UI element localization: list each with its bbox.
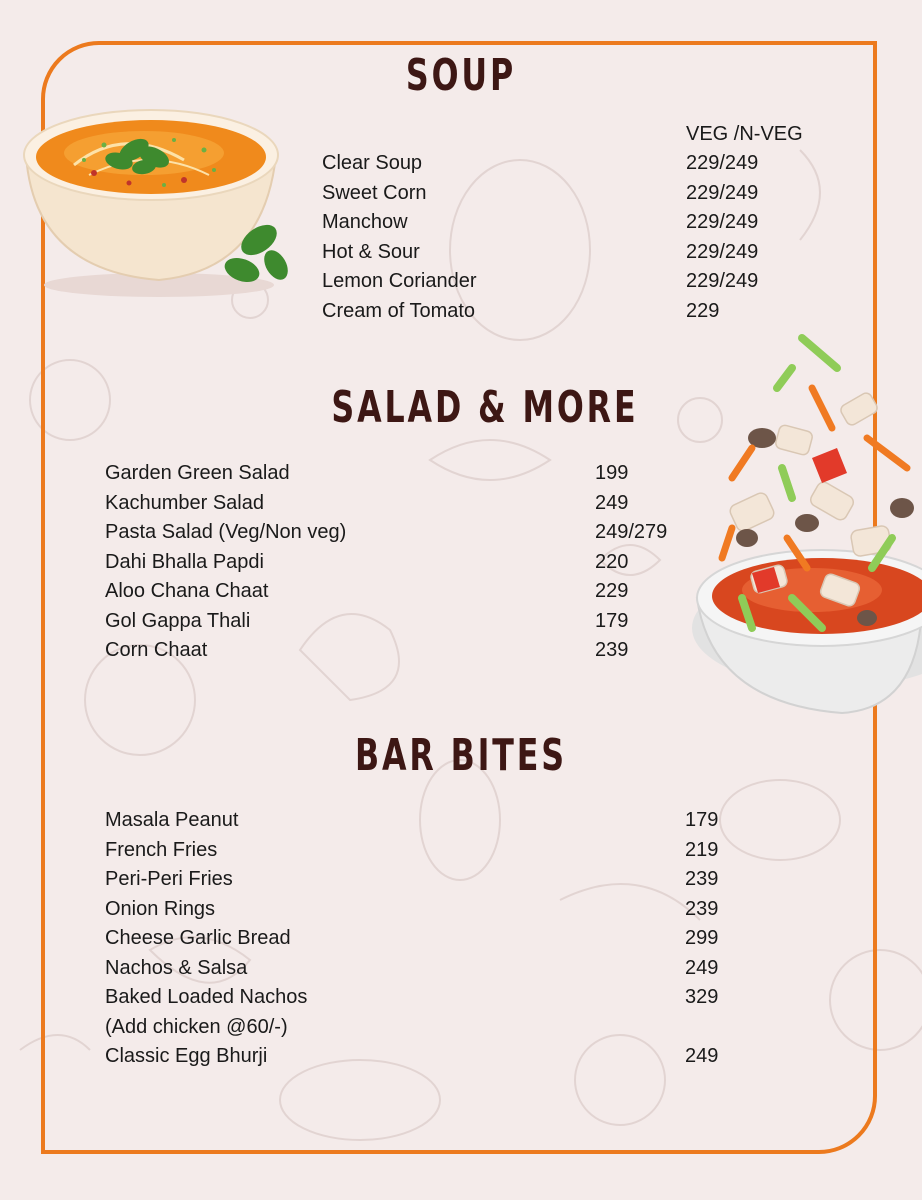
veg-nonveg-column-header: VEG /N-VEG [686, 123, 803, 145]
menu-item [105, 809, 745, 839]
menu-item [105, 1016, 745, 1046]
menu-item-name: Baked Loaded Nachos [105, 986, 308, 1008]
menu-item-name: Sweet Corn [322, 181, 427, 204]
menu-item-name: Lemon Coriander [322, 270, 477, 292]
menu-item-price: 199 [595, 462, 629, 484]
menu-item-name: Manchow [322, 211, 408, 233]
menu-item [105, 927, 745, 957]
menu-item [322, 270, 802, 300]
menu-item [105, 839, 745, 869]
menu-item-name: Peri-Peri Fries [105, 868, 233, 890]
menu-item-name: Hot & Sour [322, 240, 420, 263]
menu-item [322, 182, 802, 212]
menu-item [322, 300, 802, 330]
menu-item-price: 229/249 [686, 270, 759, 292]
menu-item-price: 220 [595, 550, 629, 573]
bar-bites-section-title: BAR BITES [354, 730, 568, 781]
menu-item [105, 521, 695, 551]
menu-item-price: 239 [595, 639, 629, 661]
menu-item-name: Kachumber Salad [105, 491, 264, 514]
menu-item-price: 229 [686, 299, 720, 322]
menu-item-name: Onion Rings [105, 897, 216, 920]
menu-item [105, 868, 745, 898]
menu-item-name: Cheese Garlic Bread [105, 927, 291, 949]
menu-item-name: Clear Soup [322, 152, 423, 174]
menu-item-price: 229/249 [686, 152, 759, 174]
menu-item-price: 249 [685, 956, 719, 979]
menu-item-price: 299 [685, 927, 719, 949]
salad-section-title: SALAD & MORE [331, 382, 639, 433]
menu-item [105, 492, 695, 522]
menu-item-price: 239 [685, 897, 719, 920]
menu-item-name: Pasta Salad (Veg/Non veg) [105, 521, 347, 543]
menu-item [105, 610, 695, 640]
menu-item [322, 152, 802, 182]
menu-item [105, 957, 745, 987]
soup-section-title: SOUP [405, 50, 517, 101]
menu-item [105, 1045, 745, 1075]
menu-item-price: 229/249 [686, 211, 759, 233]
menu-item-name: Masala Peanut [105, 809, 239, 831]
menu-item-price: 249/279 [595, 521, 668, 543]
menu-item-price: 249 [595, 491, 629, 514]
menu-item-price: 239 [685, 868, 719, 890]
menu-item [105, 639, 695, 669]
menu-item-price: 179 [685, 809, 719, 831]
menu-item-name: Garden Green Salad [105, 462, 290, 484]
menu-item-price: 249 [685, 1045, 719, 1067]
menu-item-name: Dahi Bhalla Papdi [105, 550, 264, 573]
menu-item-name: Gol Gappa Thali [105, 609, 251, 632]
menu-item [322, 241, 802, 271]
menu-item-price: 229/249 [686, 181, 759, 204]
menu-item-name: Aloo Chana Chaat [105, 580, 269, 602]
menu-item [105, 551, 695, 581]
menu-item-name: Cream of Tomato [322, 299, 476, 322]
menu-item [322, 211, 802, 241]
menu-item-name: French Fries [105, 838, 218, 861]
menu-item-price: 229 [595, 580, 629, 602]
menu-item [105, 986, 745, 1016]
soup-menu-list [322, 152, 802, 329]
menu-item-name: (Add chicken @60/-) [105, 1015, 288, 1038]
menu-item-name: Classic Egg Bhurji [105, 1045, 268, 1067]
menu-item [105, 580, 695, 610]
menu-item [105, 462, 695, 492]
salad-menu-list [105, 462, 695, 669]
menu-item-name: Corn Chaat [105, 639, 208, 661]
menu-item [105, 898, 745, 928]
menu-item-name: Nachos & Salsa [105, 956, 248, 979]
soup-bowl-illustration [14, 95, 304, 305]
menu-item-price: 179 [595, 609, 629, 632]
menu-item-price: 229/249 [686, 240, 759, 263]
bar-bites-menu-list [105, 809, 745, 1075]
salad-bowl-illustration [692, 328, 922, 718]
menu-item-price: 329 [685, 986, 719, 1008]
menu-item-price: 219 [685, 838, 719, 861]
